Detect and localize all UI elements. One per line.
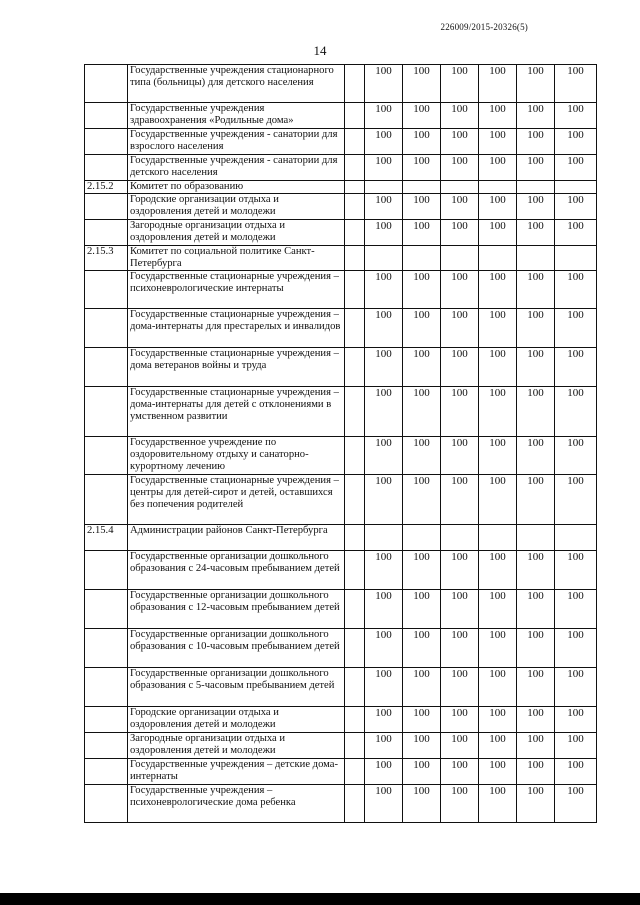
row-name-cell: Государственное учреждение по оздоровительному отдыху и санаторно-курортному лечению: [128, 437, 345, 475]
value-cell: [365, 246, 403, 271]
row-code-cell: [85, 733, 128, 759]
value-cell: 100: [479, 103, 517, 129]
table-body: [85, 65, 597, 823]
value-cell: 100: [403, 629, 441, 668]
value-cell: 100: [365, 387, 403, 437]
row-name-cell: Городские организации отдыха и оздоровления детей и молодежи: [128, 707, 345, 733]
empty-cell: [345, 590, 365, 629]
row-name-cell: Государственные учреждения стационарного типа (больницы) для детского населения: [128, 65, 345, 103]
row-code-cell: [85, 551, 128, 590]
value-cell: 100: [441, 387, 479, 437]
row-code-cell: [85, 629, 128, 668]
value-cell: 100: [403, 590, 441, 629]
value-cell: 100: [555, 194, 597, 220]
value-cell: 100: [441, 129, 479, 155]
row-name-cell: Городские организации отдыха и оздоровления детей и молодежи: [128, 194, 345, 220]
value-cell: 100: [403, 551, 441, 590]
value-cell: 100: [441, 785, 479, 823]
value-cell: 100: [441, 668, 479, 707]
empty-cell: [345, 271, 365, 309]
value-cell: 100: [403, 309, 441, 348]
value-cell: 100: [517, 437, 555, 475]
value-cell: [365, 525, 403, 551]
value-cell: 100: [517, 590, 555, 629]
row-code-cell: [85, 785, 128, 823]
value-cell: 100: [517, 475, 555, 525]
value-cell: 100: [365, 590, 403, 629]
value-cell: 100: [365, 733, 403, 759]
value-cell: 100: [517, 194, 555, 220]
tariff-table: [84, 64, 597, 823]
value-cell: 100: [479, 309, 517, 348]
table-row: [85, 668, 597, 707]
value-cell: [479, 525, 517, 551]
section-row: [85, 181, 597, 194]
value-cell: 100: [555, 629, 597, 668]
empty-cell: [345, 155, 365, 181]
table-row: [85, 220, 597, 246]
empty-cell: [345, 309, 365, 348]
value-cell: 100: [517, 707, 555, 733]
value-cell: 100: [479, 155, 517, 181]
value-cell: 100: [365, 194, 403, 220]
value-cell: 100: [555, 759, 597, 785]
value-cell: 100: [479, 551, 517, 590]
empty-cell: [345, 525, 365, 551]
value-cell: 100: [479, 194, 517, 220]
value-cell: 100: [479, 733, 517, 759]
value-cell: 100: [441, 437, 479, 475]
row-code-cell: [85, 707, 128, 733]
value-cell: 100: [365, 271, 403, 309]
value-cell: 100: [479, 129, 517, 155]
value-cell: 100: [517, 65, 555, 103]
value-cell: [479, 246, 517, 271]
value-cell: 100: [479, 629, 517, 668]
value-cell: 100: [365, 103, 403, 129]
empty-cell: [345, 181, 365, 194]
page-number: 14: [313, 43, 327, 58]
section-row: [85, 525, 597, 551]
row-code-cell: [85, 590, 128, 629]
table-row: [85, 475, 597, 525]
value-cell: 100: [555, 271, 597, 309]
value-cell: 100: [403, 437, 441, 475]
value-cell: [441, 246, 479, 271]
table-row: [85, 129, 597, 155]
value-cell: 100: [365, 129, 403, 155]
value-cell: 100: [479, 387, 517, 437]
table-row: [85, 437, 597, 475]
value-cell: 100: [403, 475, 441, 525]
row-name-cell: Государственные организации дошкольного образования с 10-часовым пребыванием детей: [128, 629, 345, 668]
row-name-cell: Государственные стационарные учреждения – дома-интернаты для детей с отклонениями в умственном развитии: [128, 387, 345, 437]
table-row: [85, 733, 597, 759]
empty-cell: [345, 129, 365, 155]
row-code-cell: 2.15.3: [85, 246, 128, 271]
table-row: [85, 629, 597, 668]
value-cell: 100: [441, 103, 479, 129]
value-cell: 100: [517, 129, 555, 155]
row-code-cell: [85, 668, 128, 707]
value-cell: 100: [403, 194, 441, 220]
document-registration-number: 226009/2015-20326(5): [440, 22, 528, 32]
value-cell: 100: [555, 437, 597, 475]
value-cell: 100: [517, 785, 555, 823]
row-code-cell: [85, 437, 128, 475]
value-cell: 100: [403, 220, 441, 246]
value-cell: [403, 525, 441, 551]
row-code-cell: [85, 129, 128, 155]
value-cell: 100: [479, 590, 517, 629]
value-cell: 100: [365, 437, 403, 475]
value-cell: 100: [403, 103, 441, 129]
value-cell: 100: [555, 220, 597, 246]
empty-cell: [345, 220, 365, 246]
value-cell: 100: [479, 668, 517, 707]
row-name-cell: Государственные организации дошкольного образования с 24-часовым пребыванием детей: [128, 551, 345, 590]
row-code-cell: [85, 103, 128, 129]
scan-bottom-edge: [0, 893, 640, 905]
value-cell: 100: [555, 387, 597, 437]
empty-cell: [345, 759, 365, 785]
value-cell: 100: [441, 733, 479, 759]
value-cell: 100: [555, 155, 597, 181]
value-cell: 100: [555, 309, 597, 348]
value-cell: 100: [365, 629, 403, 668]
table-row: [85, 155, 597, 181]
value-cell: 100: [365, 707, 403, 733]
value-cell: [403, 181, 441, 194]
value-cell: 100: [403, 387, 441, 437]
row-code-cell: [85, 348, 128, 387]
value-cell: 100: [517, 103, 555, 129]
empty-cell: [345, 103, 365, 129]
value-cell: 100: [479, 348, 517, 387]
table-row: [85, 387, 597, 437]
empty-cell: [345, 246, 365, 271]
empty-cell: [345, 194, 365, 220]
value-cell: [555, 181, 597, 194]
row-code-cell: [85, 387, 128, 437]
table-row: [85, 103, 597, 129]
value-cell: 100: [403, 707, 441, 733]
value-cell: 100: [403, 733, 441, 759]
table-row: [85, 65, 597, 103]
table-row: [85, 590, 597, 629]
value-cell: 100: [403, 65, 441, 103]
value-cell: [441, 525, 479, 551]
table-row: [85, 551, 597, 590]
row-name-cell: Государственные учреждения – психоневрологические дома ребенка: [128, 785, 345, 823]
table-row: [85, 785, 597, 823]
value-cell: 100: [517, 668, 555, 707]
value-cell: [441, 181, 479, 194]
empty-cell: [345, 707, 365, 733]
row-code-cell: [85, 759, 128, 785]
value-cell: 100: [555, 129, 597, 155]
value-cell: 100: [479, 785, 517, 823]
section-row: [85, 246, 597, 271]
value-cell: 100: [441, 707, 479, 733]
row-code-cell: [85, 194, 128, 220]
row-code-cell: 2.15.2: [85, 181, 128, 194]
row-name-cell: Государственные организации дошкольного образования с 12-часовым пребыванием детей: [128, 590, 345, 629]
value-cell: [517, 246, 555, 271]
value-cell: [555, 525, 597, 551]
value-cell: 100: [365, 551, 403, 590]
value-cell: 100: [555, 551, 597, 590]
value-cell: 100: [365, 309, 403, 348]
value-cell: 100: [441, 155, 479, 181]
value-cell: [555, 246, 597, 271]
value-cell: 100: [441, 65, 479, 103]
row-name-cell: Государственные учреждения - санатории для детского населения: [128, 155, 345, 181]
row-name-cell: Загородные организации отдыха и оздоровления детей и молодежи: [128, 220, 345, 246]
value-cell: [403, 246, 441, 271]
empty-cell: [345, 387, 365, 437]
value-cell: 100: [517, 629, 555, 668]
row-code-cell: [85, 271, 128, 309]
value-cell: 100: [479, 707, 517, 733]
table-row: [85, 759, 597, 785]
row-code-cell: [85, 65, 128, 103]
value-cell: 100: [555, 707, 597, 733]
value-cell: 100: [441, 551, 479, 590]
value-cell: 100: [441, 475, 479, 525]
empty-cell: [345, 551, 365, 590]
value-cell: 100: [441, 194, 479, 220]
row-code-cell: [85, 309, 128, 348]
row-name-cell: Комитет по социальной политике Санкт-Петербурга: [128, 246, 345, 271]
empty-cell: [345, 65, 365, 103]
value-cell: 100: [479, 475, 517, 525]
value-cell: 100: [441, 220, 479, 246]
table-row: [85, 194, 597, 220]
row-name-cell: Государственные учреждения – детские дома-интернаты: [128, 759, 345, 785]
value-cell: 100: [517, 759, 555, 785]
value-cell: 100: [365, 220, 403, 246]
value-cell: 100: [403, 271, 441, 309]
value-cell: 100: [517, 271, 555, 309]
value-cell: 100: [403, 348, 441, 387]
value-cell: 100: [555, 785, 597, 823]
row-code-cell: [85, 220, 128, 246]
row-name-cell: Государственные стационарные учреждения – психоневрологические интернаты: [128, 271, 345, 309]
value-cell: [517, 181, 555, 194]
value-cell: 100: [365, 785, 403, 823]
value-cell: 100: [479, 220, 517, 246]
value-cell: 100: [441, 348, 479, 387]
value-cell: 100: [555, 65, 597, 103]
table-row: [85, 707, 597, 733]
value-cell: 100: [555, 733, 597, 759]
empty-cell: [345, 475, 365, 525]
row-name-cell: Государственные учреждения - санатории для взрослого населения: [128, 129, 345, 155]
value-cell: 100: [479, 271, 517, 309]
row-code-cell: 2.15.4: [85, 525, 128, 551]
row-name-cell: Государственные стационарные учреждения – дома-интернаты для престарелых и инвалидов: [128, 309, 345, 348]
empty-cell: [345, 437, 365, 475]
value-cell: 100: [555, 590, 597, 629]
empty-cell: [345, 629, 365, 668]
value-cell: 100: [555, 103, 597, 129]
value-cell: 100: [517, 733, 555, 759]
row-name-cell: Государственные стационарные учреждения – центры для детей-сирот и детей, оставшихся без попечения родителей: [128, 475, 345, 525]
row-code-cell: [85, 155, 128, 181]
value-cell: 100: [441, 309, 479, 348]
value-cell: 100: [555, 348, 597, 387]
value-cell: [517, 525, 555, 551]
value-cell: 100: [517, 155, 555, 181]
value-cell: 100: [365, 155, 403, 181]
value-cell: 100: [403, 668, 441, 707]
value-cell: 100: [403, 785, 441, 823]
value-cell: 100: [403, 759, 441, 785]
value-cell: 100: [517, 348, 555, 387]
row-name-cell: Комитет по образованию: [128, 181, 345, 194]
value-cell: 100: [441, 759, 479, 785]
value-cell: [479, 181, 517, 194]
value-cell: 100: [365, 348, 403, 387]
value-cell: 100: [517, 309, 555, 348]
value-cell: 100: [365, 759, 403, 785]
value-cell: 100: [441, 271, 479, 309]
value-cell: 100: [479, 759, 517, 785]
value-cell: 100: [365, 65, 403, 103]
value-cell: 100: [517, 220, 555, 246]
value-cell: 100: [555, 475, 597, 525]
value-cell: 100: [365, 668, 403, 707]
value-cell: 100: [441, 629, 479, 668]
row-name-cell: Администрации районов Санкт-Петербурга: [128, 525, 345, 551]
value-cell: 100: [517, 387, 555, 437]
value-cell: 100: [365, 475, 403, 525]
value-cell: 100: [441, 590, 479, 629]
value-cell: 100: [403, 155, 441, 181]
empty-cell: [345, 348, 365, 387]
row-name-cell: Государственные учреждения здравоохранения «Родильные дома»: [128, 103, 345, 129]
row-code-cell: [85, 475, 128, 525]
empty-cell: [345, 785, 365, 823]
empty-cell: [345, 733, 365, 759]
table-row: [85, 271, 597, 309]
value-cell: 100: [555, 668, 597, 707]
value-cell: 100: [479, 65, 517, 103]
row-name-cell: Загородные организации отдыха и оздоровления детей и молодежи: [128, 733, 345, 759]
value-cell: 100: [517, 551, 555, 590]
value-cell: 100: [403, 129, 441, 155]
value-cell: [365, 181, 403, 194]
empty-cell: [345, 668, 365, 707]
row-name-cell: Государственные стационарные учреждения – дома ветеранов войны и труда: [128, 348, 345, 387]
table-row: [85, 348, 597, 387]
value-cell: 100: [479, 437, 517, 475]
row-name-cell: Государственные организации дошкольного образования с 5-часовым пребыванием детей: [128, 668, 345, 707]
table-row: [85, 309, 597, 348]
